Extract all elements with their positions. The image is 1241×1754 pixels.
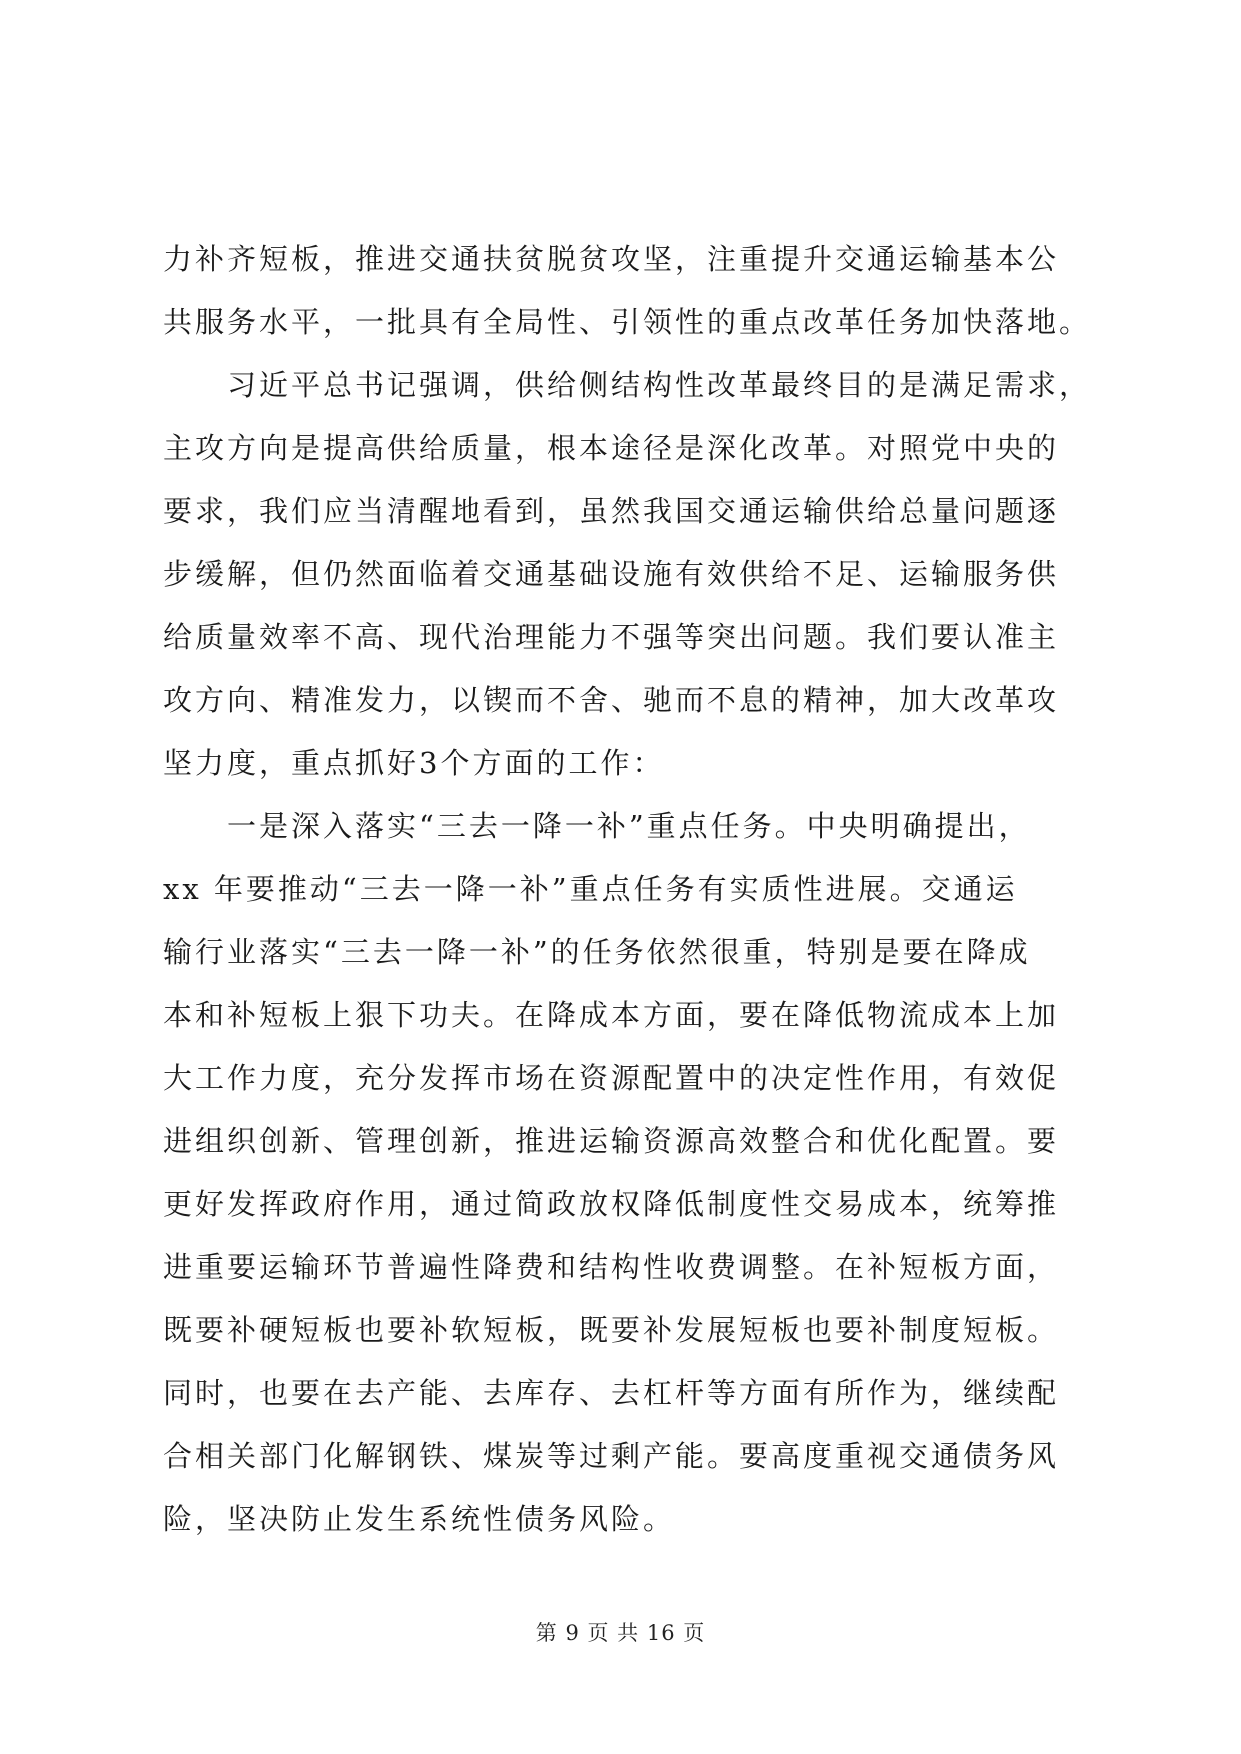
text-line: 合相关部门化解钢铁、煤炭等过剩产能。要高度重视交通债务风 <box>163 1439 1060 1473</box>
text-line: 要求，我们应当清醒地看到，虽然我国交通运输供给总量问题逐 <box>163 494 1060 528</box>
text-line: 大工作力度，充分发挥市场在资源配置中的决定性作用，有效促 <box>163 1061 1060 1095</box>
page-number-label: 第 9 页 共 16 页 <box>535 1621 706 1645</box>
text-line: 坚力度，重点抓好3个方面的工作： <box>163 746 665 780</box>
text-line: 共服务水平，一批具有全局性、引领性的重点改革任务加快落地。 <box>163 305 1092 339</box>
text-line: 进重要运输环节普遍性降费和结构性收费调整。在补短板方面， <box>163 1250 1060 1284</box>
text-line: 同时，也要在去产能、去库存、去杠杆等方面有所作为，继续配 <box>163 1376 1060 1410</box>
text-line: 力补齐短板，推进交通扶贫脱贫攻坚，注重提升交通运输基本公 <box>163 242 1060 276</box>
page-footer <box>0 1618 1241 1648</box>
paragraph-start-line: 一是深入落实“三去一降一补”重点任务。中央明确提出， <box>227 809 1031 843</box>
text-line: 攻方向、精准发力，以锲而不舍、驰而不息的精神，加大改革攻 <box>163 683 1060 717</box>
text-line: 本和补短板上狠下功夫。在降成本方面，要在降低物流成本上加 <box>163 998 1060 1032</box>
text-line: 险，坚决防止发生系统性债务风险。 <box>163 1502 676 1536</box>
text-line: 进组织创新、管理创新，推进运输资源高效整合和优化配置。要 <box>163 1124 1060 1158</box>
text-line: 既要补硬短板也要补软短板，既要补发展短板也要补制度短板。 <box>163 1313 1060 1347</box>
text-line: 主攻方向是提高供给质量，根本途径是深化改革。对照党中央的 <box>163 431 1060 465</box>
text-line: 步缓解，但仍然面临着交通基础设施有效供给不足、运输服务供 <box>163 557 1060 591</box>
document-body <box>163 228 1123 1551</box>
text-line: xx 年要推动“三去一降一补”重点任务有实质性进展。交通运 <box>163 872 1018 906</box>
text-line: 更好发挥政府作用，通过简政放权降低制度性交易成本，统筹推 <box>163 1187 1060 1221</box>
text-line: 给质量效率不高、现代治理能力不强等突出问题。我们要认准主 <box>163 620 1060 654</box>
text-line: 输行业落实“三去一降一补”的任务依然很重，特别是要在降成 <box>163 935 1031 969</box>
paragraph-start-line: 习近平总书记强调，供给侧结构性改革最终目的是满足需求， <box>227 368 1092 402</box>
